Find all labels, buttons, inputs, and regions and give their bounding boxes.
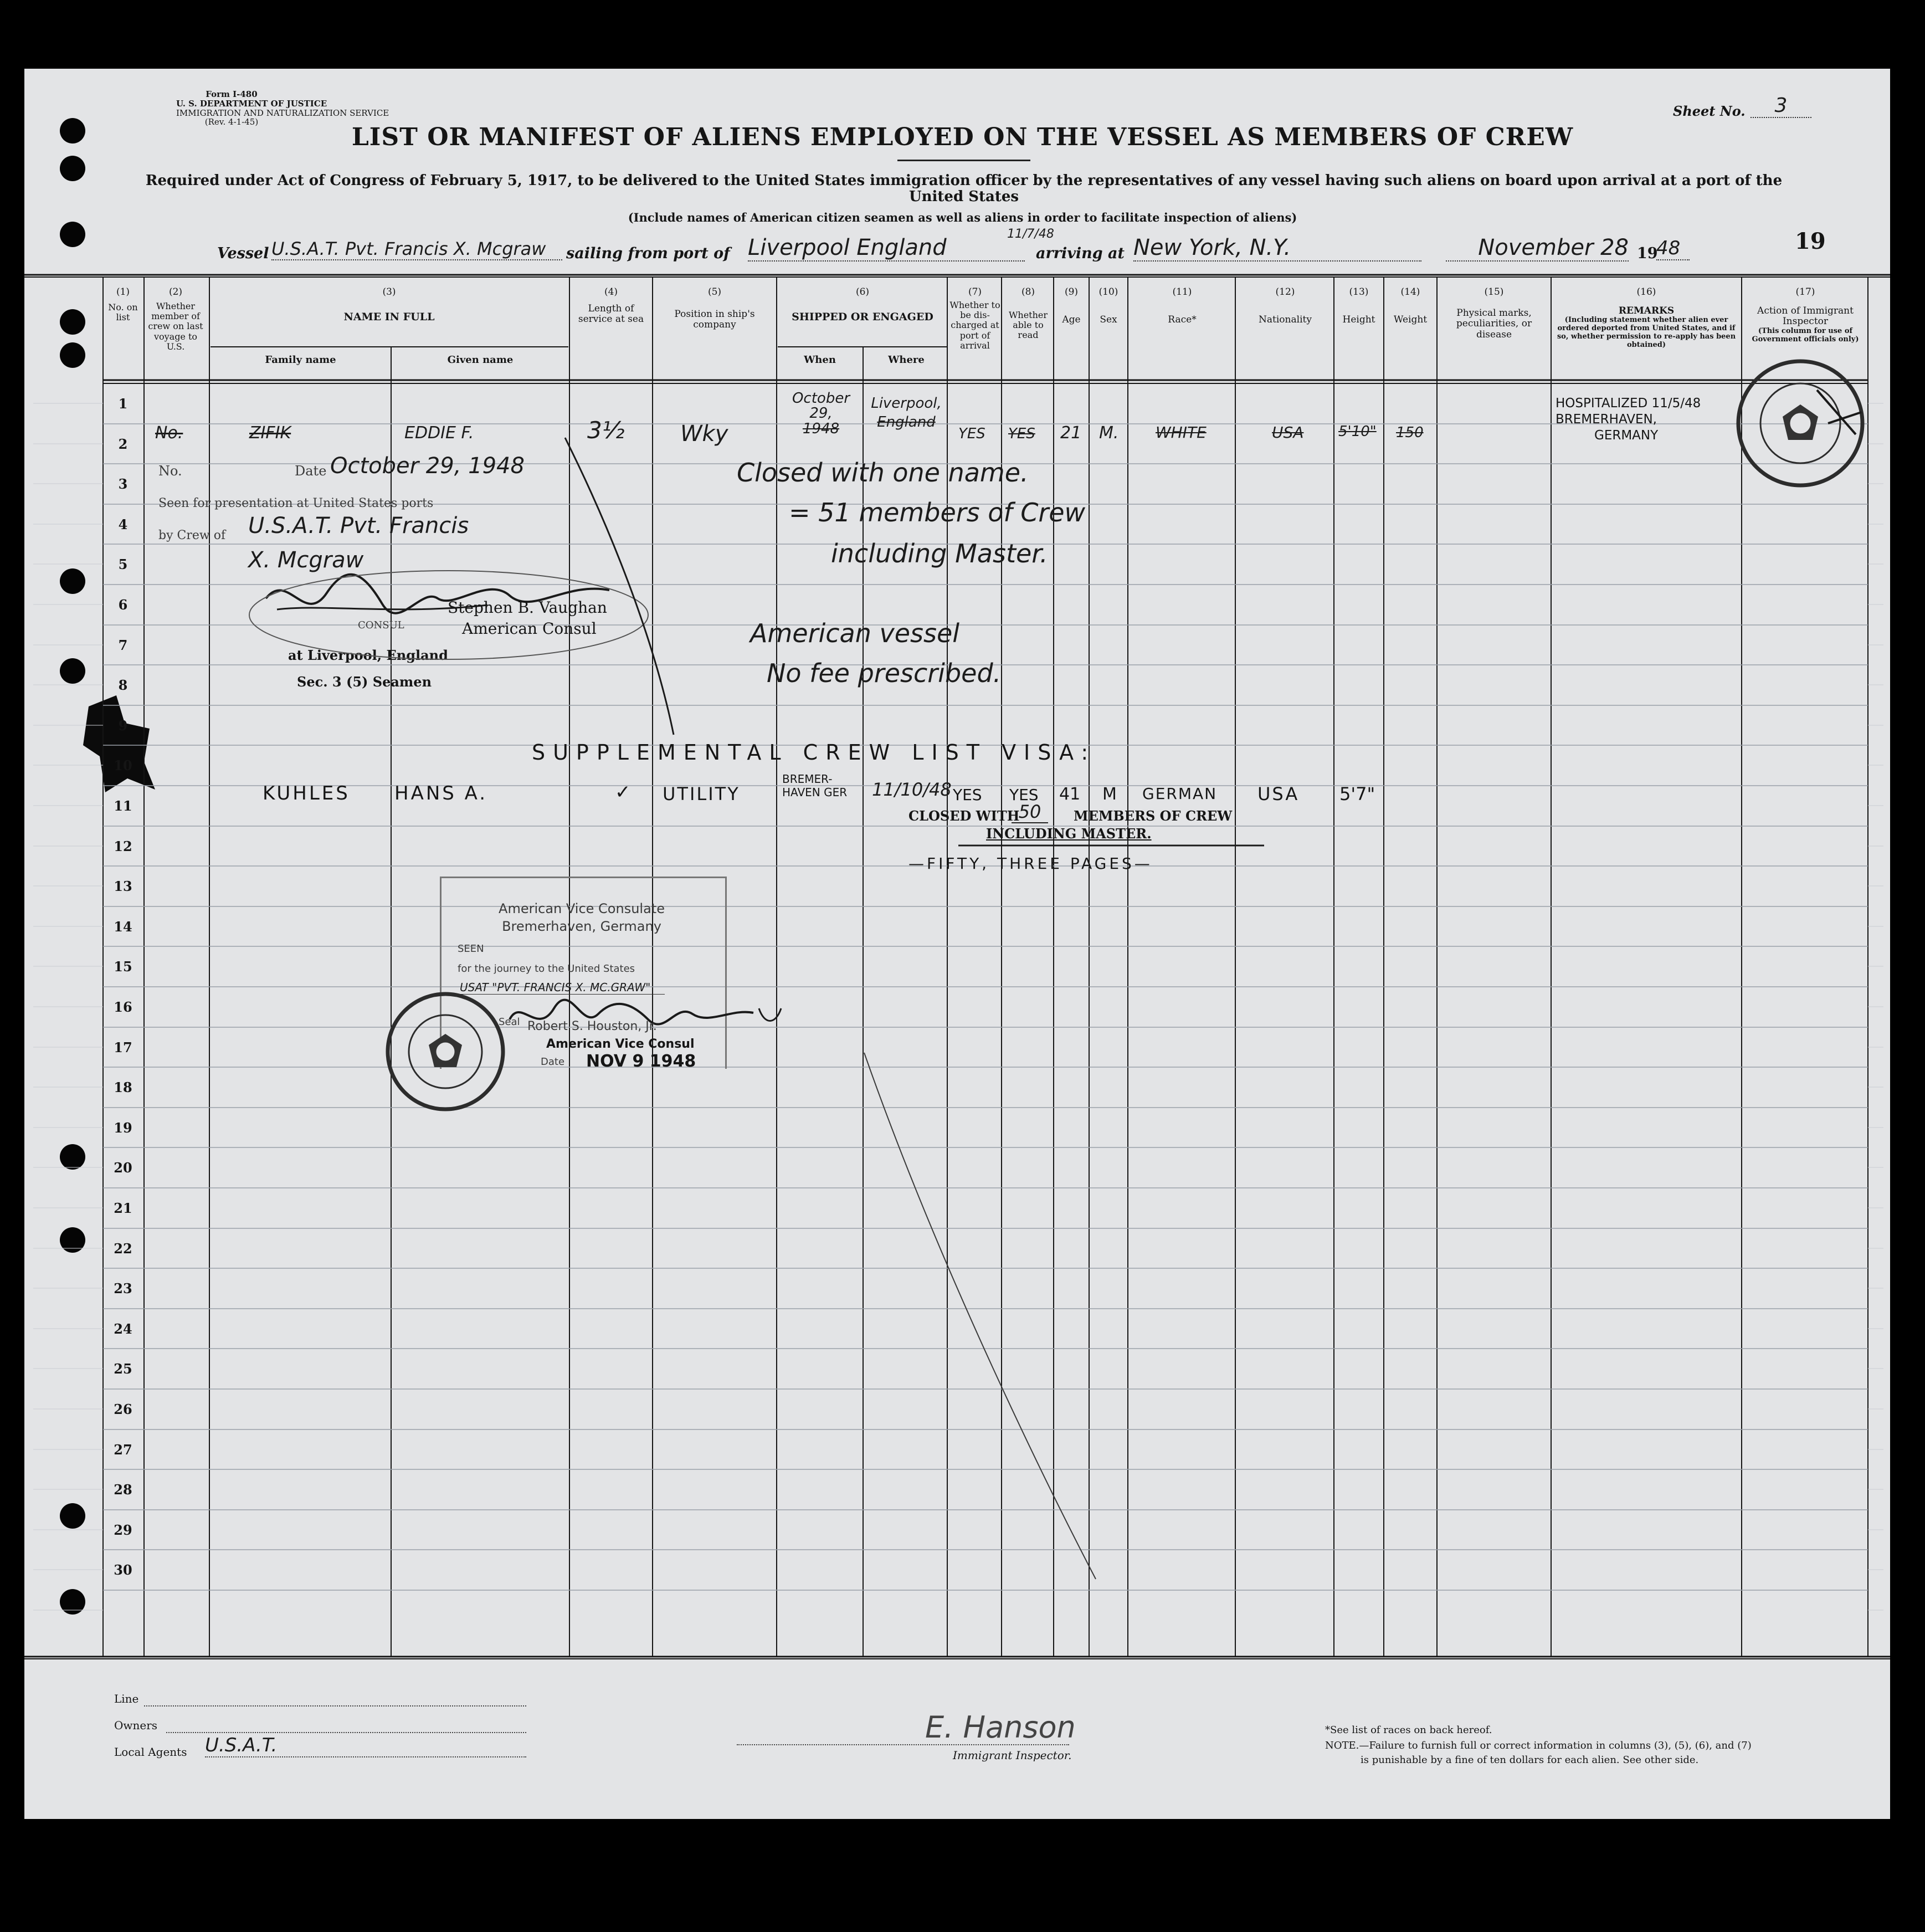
inspector-label: Immigrant Inspector. bbox=[953, 1749, 1072, 1762]
col-label: Whether able to read bbox=[1008, 309, 1048, 341]
sailing-date: 11/7/48 bbox=[1007, 227, 1054, 241]
when-header: When bbox=[804, 354, 836, 366]
able-to-read: YES bbox=[1009, 786, 1039, 804]
col-label: Whether to be dis-charged at port of arrival bbox=[949, 299, 1000, 351]
row-number: 16 bbox=[114, 999, 132, 1015]
arrival-port: New York, N.Y. bbox=[1133, 235, 1421, 262]
local-agents-value: U.S.A.T. bbox=[205, 1734, 526, 1757]
family-name: ZIFIK bbox=[249, 423, 291, 443]
shipped-year: 1948 bbox=[802, 420, 840, 437]
col-label: No. on list bbox=[108, 301, 138, 322]
row-number: 22 bbox=[114, 1241, 132, 1257]
including-master-label: INCLUDING MASTER. bbox=[986, 826, 1152, 842]
shipped-city: Liverpool, bbox=[871, 395, 942, 412]
fine-note-line-1: NOTE.—Failure to furnish full or correct information in columns (3), (5), (6), and (7) bbox=[1325, 1740, 1752, 1751]
row-number: 8 bbox=[118, 677, 128, 693]
stamp-seen: SEEN bbox=[458, 943, 484, 955]
line-label: Line bbox=[114, 1692, 139, 1705]
remarks-line: HOSPITALIZED 11/5/48 bbox=[1556, 396, 1701, 411]
remarks-line: GERMANY bbox=[1594, 428, 1659, 443]
col-number: (6) bbox=[855, 286, 870, 298]
given-name: HANS A. bbox=[394, 782, 488, 804]
where-header: Where bbox=[888, 354, 925, 366]
shipped-port-cont: HAVEN GER bbox=[782, 786, 848, 799]
local-agents-label: Local Agents bbox=[114, 1745, 187, 1759]
col-label: Length of service at sea bbox=[578, 303, 644, 325]
service-name: IMMIGRATION AND NATURALIZATION SERVICE bbox=[176, 107, 389, 118]
col-label: SHIPPED OR ENGAGED bbox=[792, 310, 933, 323]
supplemental-heading: SUPPLEMENTAL CREW LIST VISA: bbox=[532, 740, 1096, 765]
stamp-vessel: USAT "PVT. FRANCIS X. MC.GRAW" bbox=[460, 981, 665, 995]
year-value: 48 bbox=[1656, 237, 1690, 260]
sheet-year-mark: 19 bbox=[1795, 228, 1826, 254]
row-number: 14 bbox=[114, 919, 132, 935]
department-name: U. S. DEPARTMENT OF JUSTICE bbox=[176, 98, 327, 109]
ship-position: UTILITY bbox=[663, 783, 740, 804]
row-number: 2 bbox=[118, 436, 128, 452]
row-number: 27 bbox=[114, 1442, 132, 1458]
stamp-journey: for the journey to the United States bbox=[458, 963, 635, 975]
consul-word: CONSUL bbox=[358, 619, 404, 631]
row-number: 30 bbox=[114, 1562, 132, 1578]
stamp-seen-line: Seen for presentation at United States ports bbox=[158, 496, 434, 510]
col-number: (12) bbox=[1275, 286, 1295, 298]
row-number: 13 bbox=[114, 878, 132, 894]
height: 5'7" bbox=[1339, 783, 1375, 804]
american-vessel-note: American vessel bbox=[750, 618, 960, 648]
col-label: Physical marks, peculiarities, or disease bbox=[1456, 307, 1532, 340]
vessel-label: Vessel bbox=[217, 245, 269, 262]
closed-note-1: Closed with one name. bbox=[737, 458, 1029, 488]
col-label: Action of Immigrant Inspector bbox=[1757, 305, 1854, 327]
col-number: (15) bbox=[1484, 286, 1504, 298]
race: GERMAN bbox=[1142, 785, 1218, 803]
col-number: (11) bbox=[1172, 286, 1192, 298]
members-of-crew-label: MEMBERS OF CREW bbox=[1074, 808, 1233, 824]
sailing-port: Liverpool England bbox=[748, 235, 1025, 262]
vice-consulate-place: Bremerhaven, Germany bbox=[502, 919, 661, 934]
remarks-line: BREMERHAVEN, bbox=[1556, 412, 1657, 427]
shipped-port: BREMER- bbox=[782, 772, 833, 786]
row-number: 19 bbox=[114, 1120, 132, 1136]
col-label: Weight bbox=[1393, 314, 1428, 325]
sailing-label: sailing from port of bbox=[566, 245, 730, 262]
owners-label: Owners bbox=[114, 1719, 158, 1732]
stamp-date-label: Date bbox=[295, 463, 327, 479]
crew-last-voyage: No. bbox=[155, 423, 183, 443]
age: 21 bbox=[1060, 423, 1082, 443]
col-number: (16) bbox=[1636, 286, 1656, 298]
service-length: ✓ bbox=[615, 781, 631, 803]
no-fee-note: No fee prescribed. bbox=[767, 658, 1002, 688]
consul-title: American Consul bbox=[462, 619, 597, 638]
vice-consul-name: Robert S. Houston, Jr. bbox=[527, 1019, 657, 1033]
closed-note-3: including Master. bbox=[831, 539, 1048, 568]
sex: M bbox=[1102, 785, 1117, 804]
row-number: 15 bbox=[114, 959, 132, 975]
year-prefix: 19 bbox=[1637, 245, 1658, 262]
family-name: KUHLES bbox=[263, 782, 350, 804]
line-field bbox=[144, 1705, 526, 1706]
form-number: Form I-480 bbox=[206, 89, 258, 99]
race: WHITE bbox=[1156, 423, 1207, 442]
arrival-date: November 28 bbox=[1446, 235, 1629, 262]
vessel-name: U.S.A.T. Pvt. Francis X. Mcgraw bbox=[271, 238, 562, 260]
vice-consul-title: American Vice Consul bbox=[546, 1037, 695, 1051]
row-number: 10 bbox=[114, 757, 132, 773]
row-number: 17 bbox=[114, 1039, 132, 1055]
closed-note-2: = 51 members of Crew bbox=[789, 498, 1086, 527]
col-number: (2) bbox=[168, 286, 183, 298]
owners-field bbox=[166, 1732, 526, 1733]
age: 41 bbox=[1059, 785, 1081, 804]
arriving-label: arriving at bbox=[1036, 245, 1125, 262]
sex: M. bbox=[1099, 423, 1119, 443]
col-label: Height bbox=[1342, 314, 1375, 325]
row-number: 18 bbox=[114, 1079, 132, 1095]
row-number: 6 bbox=[118, 597, 128, 613]
col-number: (3) bbox=[382, 286, 396, 298]
document-title: LIST OR MANIFEST OF ALIENS EMPLOYED ON THE VESSEL AS MEMBERS OF CREW bbox=[351, 123, 1574, 151]
row-number: 7 bbox=[118, 637, 128, 653]
row-number: 26 bbox=[114, 1401, 132, 1417]
shipped-date: 11/10/48 bbox=[872, 779, 952, 800]
stamp-vessel-line-2: X. Mcgraw bbox=[248, 547, 364, 573]
col-number: (1) bbox=[116, 286, 130, 298]
stamp-date-value: NOV 9 1948 bbox=[586, 1052, 696, 1071]
stamp-seal-word: Seal bbox=[499, 1016, 520, 1028]
row-number: 12 bbox=[114, 838, 132, 854]
col-label: Sex bbox=[1100, 314, 1117, 325]
able-to-read: YES bbox=[1008, 426, 1035, 442]
stamp-date-label: Date bbox=[541, 1056, 565, 1068]
service-length: 3½ bbox=[587, 417, 625, 444]
col-number: (10) bbox=[1098, 286, 1118, 298]
stamp-vessel-line-1: U.S.A.T. Pvt. Francis bbox=[248, 513, 469, 539]
stamp-no-label: No. bbox=[158, 463, 182, 479]
inspector-signature: E. Hanson bbox=[925, 1710, 1076, 1745]
remarks-note: (Including statement whether alien ever ordered deported from United States, and if so, whether permission to re-apply has been obtained) bbox=[1557, 316, 1736, 349]
stamp-by-crew: by Crew of bbox=[158, 529, 226, 542]
row-number: 28 bbox=[114, 1482, 132, 1498]
closed-with-count: 50 bbox=[1012, 801, 1048, 823]
row-number: 25 bbox=[114, 1361, 132, 1377]
sheet-number-value: 3 bbox=[1751, 94, 1811, 118]
revision: (Rev. 4-1-45) bbox=[204, 117, 259, 127]
row-number: 9 bbox=[118, 718, 128, 734]
row-number: 23 bbox=[114, 1280, 132, 1296]
closed-with-label: CLOSED WITH bbox=[908, 808, 1020, 824]
col-label: Race* bbox=[1168, 314, 1197, 325]
col-number: (13) bbox=[1349, 286, 1369, 298]
col-number: (14) bbox=[1400, 286, 1420, 298]
row-number: 5 bbox=[118, 556, 128, 572]
given-name-header: Given name bbox=[447, 354, 514, 366]
row-number: 11 bbox=[114, 798, 132, 814]
consul-name: Stephen B. Vaughan bbox=[448, 598, 607, 617]
row-number: 3 bbox=[118, 476, 128, 492]
fifty-three-pages: —FIFTY, THREE PAGES— bbox=[908, 854, 1153, 873]
weight: 150 bbox=[1396, 424, 1424, 441]
shipped-day: 29, bbox=[809, 405, 833, 422]
nationality: USA bbox=[1272, 423, 1304, 442]
col-label: Age bbox=[1062, 314, 1081, 325]
consul-section: Sec. 3 (5) Seamen bbox=[297, 674, 432, 690]
col-number: (17) bbox=[1795, 286, 1815, 298]
action-note: (This column for use of Government officials only) bbox=[1752, 326, 1859, 344]
ship-position: Wky bbox=[680, 421, 728, 447]
consul-place: at Liverpool, England bbox=[288, 647, 448, 663]
col-label: Nationality bbox=[1259, 314, 1312, 325]
row-number: 1 bbox=[118, 396, 128, 412]
sheet-number-label: Sheet No. bbox=[1673, 103, 1746, 119]
given-name: EDDIE F. bbox=[404, 423, 474, 443]
family-name-header: Family name bbox=[265, 354, 336, 366]
col-label: NAME IN FULL bbox=[343, 310, 435, 323]
col-number: (5) bbox=[707, 286, 722, 298]
legal-requirement: Required under Act of Congress of February 5, 1917, to be delivered to the United States immigration officer by the representatives of any vessel having such aliens on board upon arrival at a port of the United States bbox=[145, 172, 1783, 205]
to-be-discharged: YES bbox=[953, 786, 982, 804]
races-note: *See list of races on back hereof. bbox=[1325, 1724, 1492, 1736]
row-number: 20 bbox=[114, 1160, 132, 1176]
row-number: 24 bbox=[114, 1321, 132, 1337]
shipped-month: October bbox=[792, 390, 850, 407]
col-label: Whether member of crew on last voyage to U.S. bbox=[148, 300, 203, 352]
row-number: 29 bbox=[114, 1522, 132, 1538]
col-number: (7) bbox=[968, 286, 982, 298]
shipped-country: England bbox=[877, 413, 936, 431]
row-number: 4 bbox=[118, 516, 128, 532]
row-number: 21 bbox=[114, 1200, 132, 1216]
height: 5'10" bbox=[1338, 423, 1377, 440]
vice-consulate-office: American Vice Consulate bbox=[499, 901, 665, 916]
stamp-date-value: October 29, 1948 bbox=[330, 453, 525, 479]
col-number: (4) bbox=[604, 286, 618, 298]
to-be-discharged: YES bbox=[958, 426, 985, 442]
fine-note-line-2: is punishable by a fine of ten dollars for each alien. See other side. bbox=[1361, 1754, 1699, 1766]
col-label: Position in ship's company bbox=[674, 308, 755, 331]
inclusion-note: (Include names of American citizen seamen as well as aliens in order to facilitate inspection of aliens) bbox=[628, 211, 1297, 224]
nationality: USA bbox=[1257, 783, 1300, 804]
col-label: REMARKS bbox=[1618, 305, 1675, 316]
col-number: (9) bbox=[1064, 286, 1079, 298]
col-number: (8) bbox=[1021, 286, 1035, 298]
